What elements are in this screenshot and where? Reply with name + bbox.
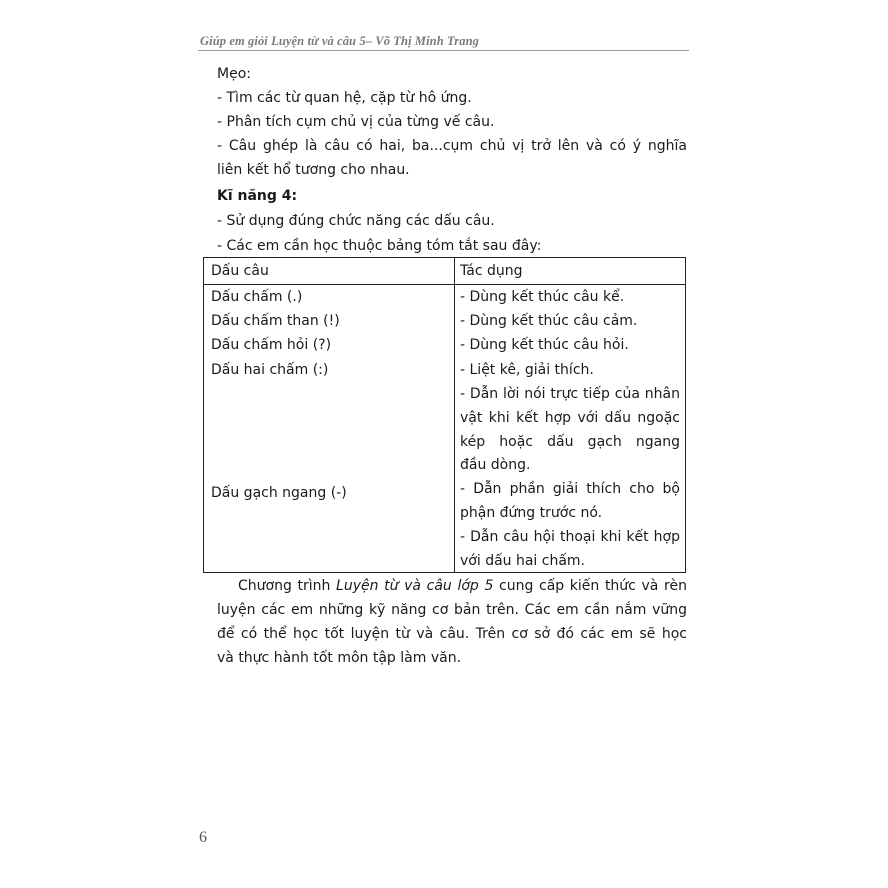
tip-item: - Tìm các từ quan hệ, cặp từ hô ứng. [217, 90, 472, 106]
closing-book-title: Luyện từ và câu lớp 5 [336, 578, 494, 594]
punctuation-table [203, 257, 686, 573]
table-cell-use: - Dùng kết thúc câu kể. [460, 289, 625, 305]
table-cell-use: - Dẫn lời nói trực tiếp của nhân [460, 386, 680, 402]
header-rule [198, 50, 689, 51]
table-cell-use: - Dẫn câu hội thoại khi kết hợp [460, 529, 680, 545]
table-cell-use: với dấu hai chấm. [460, 553, 586, 569]
table-cell-mark: Dấu hai chấm (:) [211, 362, 329, 378]
table-cell-use: - Dẫn phần giải thích cho bộ [460, 481, 680, 497]
table-cell-use: vật khi kết hợp với dấu ngoặc [460, 410, 680, 426]
table-cell-use: - Liệt kê, giải thích. [460, 362, 594, 378]
page-number: 6 [199, 829, 207, 846]
table-cell-mark: Dấu chấm than (!) [211, 313, 340, 329]
skill4-heading: Kĩ năng 4: [217, 188, 298, 204]
tips-heading: Mẹo: [217, 66, 251, 82]
closing-suffix: cung cấp kiến thức và rèn [493, 578, 687, 594]
tip-item: - Câu ghép là câu có hai, ba...cụm chủ vị trở lên và có ý nghĩa [217, 138, 687, 154]
table-header-use: Tác dụng [460, 263, 523, 279]
skill4-item: - Các em cần học thuộc bảng tóm tắt sau đây: [217, 238, 542, 254]
table-cell-use: kép hoặc dấu gạch ngang [460, 434, 680, 450]
table-header-divider [204, 284, 685, 285]
table-cell-use: - Dùng kết thúc câu hỏi. [460, 337, 629, 353]
closing-line: để có thể học tốt luyện từ và câu. Trên cơ sở đó các em sẽ học [217, 626, 687, 642]
table-cell-mark: Dấu gạch ngang (-) [211, 485, 347, 501]
closing-first-line [238, 578, 687, 594]
tip-item: liên kết hổ tương cho nhau. [217, 162, 410, 178]
table-header-mark: Dấu câu [211, 263, 269, 279]
tip-item: - Phân tích cụm chủ vị của từng vế câu. [217, 114, 495, 130]
skill4-item: - Sử dụng đúng chức năng các dấu câu. [217, 213, 495, 229]
table-cell-use: phận đứng trước nó. [460, 505, 603, 521]
table-cell-use: đầu dòng. [460, 457, 531, 473]
closing-prefix: Chương trình [238, 578, 337, 594]
table-cell-use: - Dùng kết thúc câu cảm. [460, 313, 638, 329]
table-cell-mark: Dấu chấm (.) [211, 289, 303, 305]
running-header: Giúp em giỏi Luyện từ và câu 5– Võ Thị Minh Trang [200, 34, 479, 48]
closing-line: luyện các em những kỹ năng cơ bản trên. Các em cần nắm vững [217, 602, 687, 618]
closing-line: và thực hành tốt môn tập làm văn. [217, 650, 462, 666]
table-column-divider [454, 258, 455, 572]
table-cell-mark: Dấu chấm hỏi (?) [211, 337, 332, 353]
